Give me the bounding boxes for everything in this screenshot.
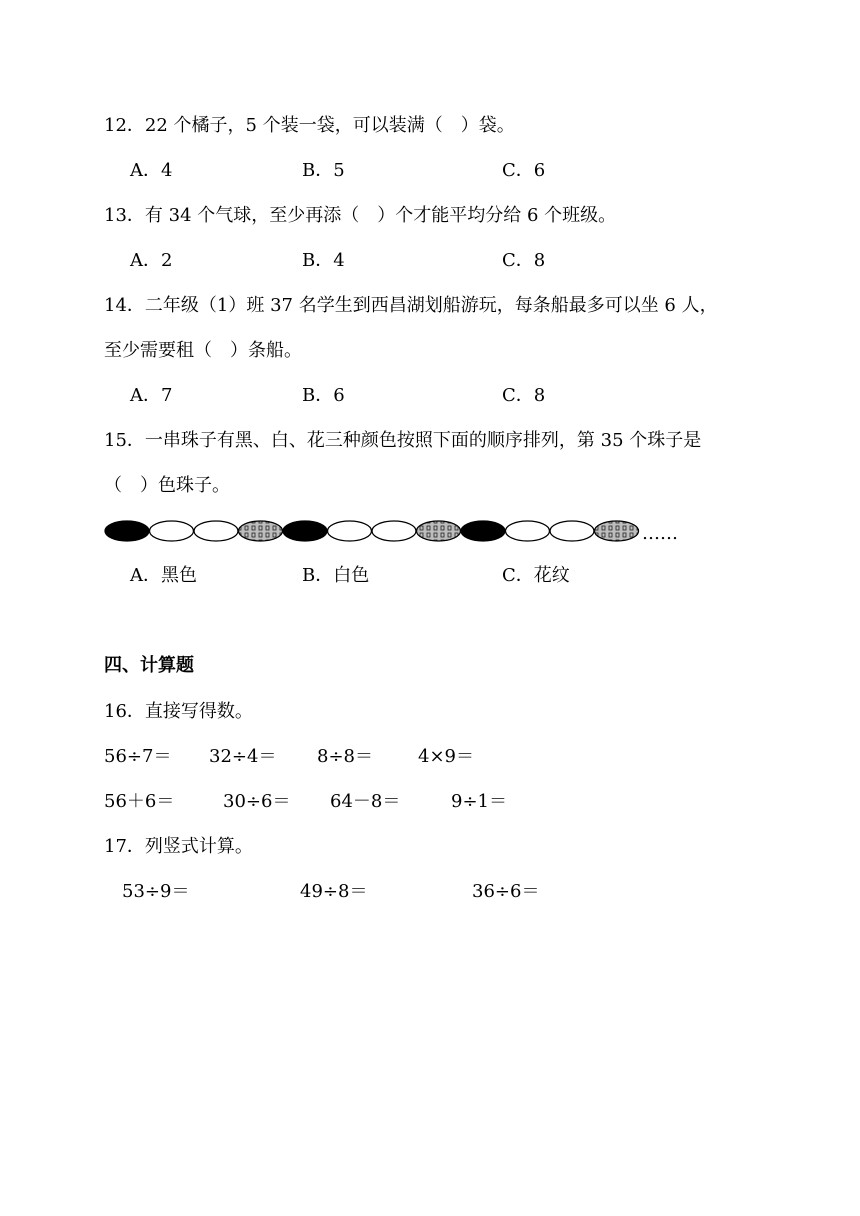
black-bead-icon	[461, 521, 505, 541]
calc-item: 8÷8＝	[317, 746, 373, 767]
white-bead-icon	[372, 521, 416, 541]
question-text: 二年级（1）班 37 名学生到西昌湖划船游玩，每条船最多可以坐 6 人，	[144, 295, 718, 316]
black-bead-icon	[283, 521, 327, 541]
patterned-bead-icon	[239, 521, 283, 541]
question-14-continuation: 至少需要租（ ）条船。	[104, 340, 302, 361]
calc-item: 9÷1＝	[451, 791, 507, 812]
option-b: B．5	[302, 160, 345, 181]
option-c: C．6	[502, 160, 546, 181]
calc-item: 4×9＝	[418, 746, 474, 767]
calc-item: 53÷9＝	[122, 881, 190, 902]
calc-item: 49÷8＝	[300, 881, 368, 902]
question-number: 13．	[104, 205, 145, 226]
question-text: 一串珠子有黑、白、花三种颜色按照下面的顺序排列，第 35 个珠子是	[144, 430, 702, 451]
option-a: A．4	[130, 160, 173, 181]
question-text: 22 个橘子，5 个装一袋，可以装满（ ）袋。	[144, 115, 515, 136]
option-b: B．白色	[302, 565, 370, 586]
question-number: 14．	[104, 295, 145, 316]
calc-item: 30÷6＝	[223, 791, 291, 812]
calc-item: 64－8＝	[330, 791, 401, 812]
question-number: 12．	[104, 115, 145, 136]
question-12	[104, 114, 515, 138]
option-c: C．8	[502, 385, 546, 406]
question-15-continuation: （ ）色珠子。	[104, 475, 230, 496]
option-c: C．花纹	[502, 565, 570, 586]
question-15	[104, 429, 701, 453]
option-a: A．2	[130, 250, 173, 271]
white-bead-icon	[194, 521, 238, 541]
question-13	[104, 204, 616, 228]
bead-sequence	[104, 518, 644, 544]
patterned-bead-icon	[417, 521, 461, 541]
white-bead-icon	[150, 521, 194, 541]
question-17-title: 17．列竖式计算。	[104, 836, 253, 857]
question-text: 有 34 个气球，至少再添（ ）个才能平均分给 6 个班级。	[144, 205, 617, 226]
ellipsis: ……	[642, 523, 678, 544]
white-bead-icon	[328, 521, 372, 541]
calc-item: 32÷4＝	[209, 746, 277, 767]
option-a: A．黑色	[130, 565, 197, 586]
option-c: C．8	[502, 250, 546, 271]
white-bead-icon	[550, 521, 594, 541]
calc-item: 56＋6＝	[104, 791, 175, 812]
option-a: A．7	[130, 385, 173, 406]
question-14	[104, 294, 718, 318]
section-title: 四、计算题	[104, 655, 194, 676]
question-number: 15．	[104, 430, 145, 451]
question-16-title: 16．直接写得数。	[104, 701, 253, 722]
calc-item: 36÷6＝	[472, 881, 540, 902]
patterned-bead-icon	[595, 521, 639, 541]
option-b: B．4	[302, 250, 345, 271]
option-b: B．6	[302, 385, 345, 406]
white-bead-icon	[506, 521, 550, 541]
calc-item: 56÷7＝	[104, 746, 172, 767]
black-bead-icon	[105, 521, 149, 541]
